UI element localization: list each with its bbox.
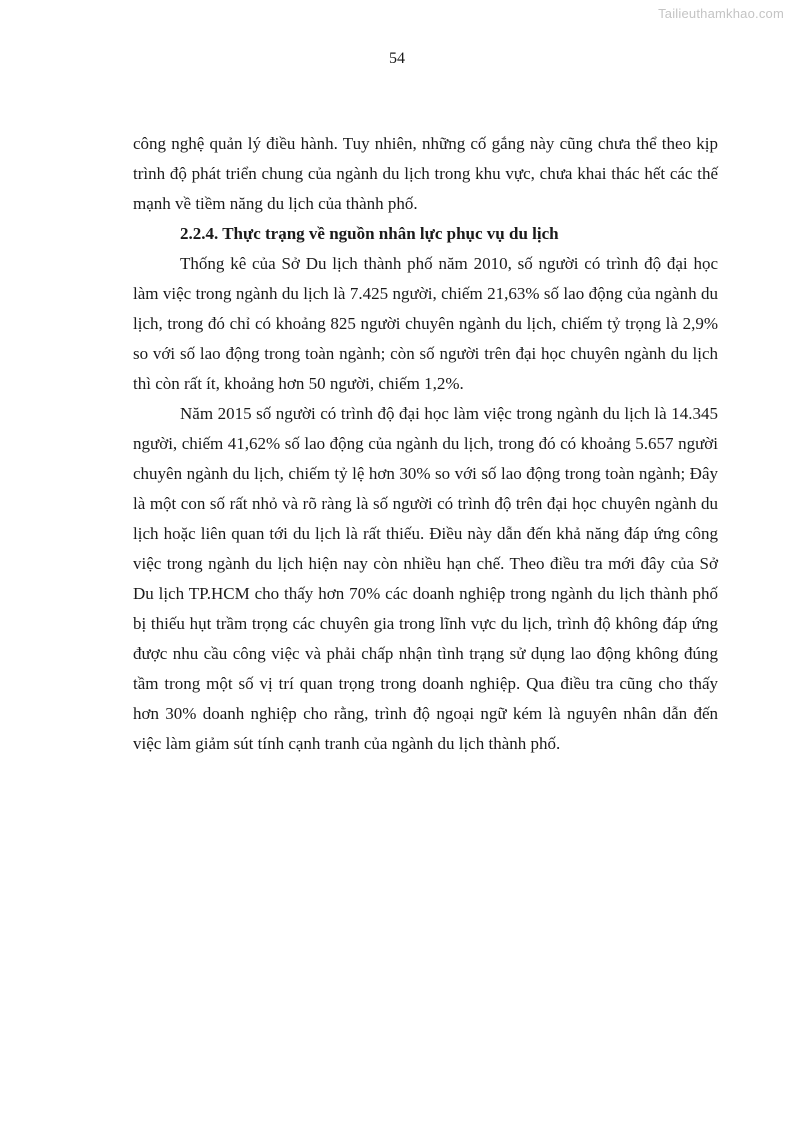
document-body xyxy=(133,129,718,759)
paragraph-continuation: công nghệ quản lý điều hành. Tuy nhiên, những cố gắng này cũng chưa thể theo kịp trình độ phát triển chung của ngành du lịch trong khu vực, chưa khai thác hết các thế mạnh về tiềm năng du lịch của thành phố. xyxy=(133,134,718,213)
paragraph-2015-statistics: Năm 2015 số người có trình độ đại học làm việc trong ngành du lịch là 14.345 người, chiếm 41,62% số lao động của ngành du lịch, trong đó có khoảng 5.657 người chuyên ngành du lịch, chiếm tỷ lệ hơn 30% so với số lao động trong toàn ngành; Đây là một con số rất nhỏ và rõ ràng là số người có trình độ trên đại học chuyên ngành du lịch hoặc liên quan tới du lịch là rất thiếu. Điều này dẫn đến khả năng đáp ứng công việc trong ngành du lịch hiện nay còn nhiều hạn chế. Theo điều tra mới đây của Sở Du lịch TP.HCM cho thấy hơn 70% các doanh nghiệp trong ngành du lịch thành phố bị thiếu hụt trầm trọng các chuyên gia trong lĩnh vực du lịch, trình độ không đáp ứng được nhu cầu công việc và phải chấp nhận tình trạng sử dụng lao động không đúng tầm trong một số vị trí quan trọng trong doanh nghiệp. Qua điều tra cũng cho thấy hơn 30% doanh nghiệp cho rằng, trình độ ngoại ngữ kém là nguyên nhân dẫn đến việc làm giảm sút tính cạnh tranh của ngành du lịch thành phố. xyxy=(133,404,718,753)
section-heading: 2.2.4. Thực trạng về nguồn nhân lực phục vụ du lịch xyxy=(180,224,559,243)
paragraph-2010-statistics: Thống kê của Sở Du lịch thành phố năm 2010, số người có trình độ đại học làm việc trong ngành du lịch là 7.425 người, chiếm 21,63% số lao động của ngành du lịch, trong đó chỉ có khoảng 825 người chuyên ngành du lịch, chiếm tỷ trọng là 2,9% so với số lao động trong toàn ngành; còn số người trên đại học chuyên ngành du lịch thì còn rất ít, khoảng hơn 50 người, chiếm 1,2%. xyxy=(133,254,718,393)
watermark: Tailieuthamkhao.com xyxy=(658,6,784,21)
page-number: 54 xyxy=(389,50,405,67)
